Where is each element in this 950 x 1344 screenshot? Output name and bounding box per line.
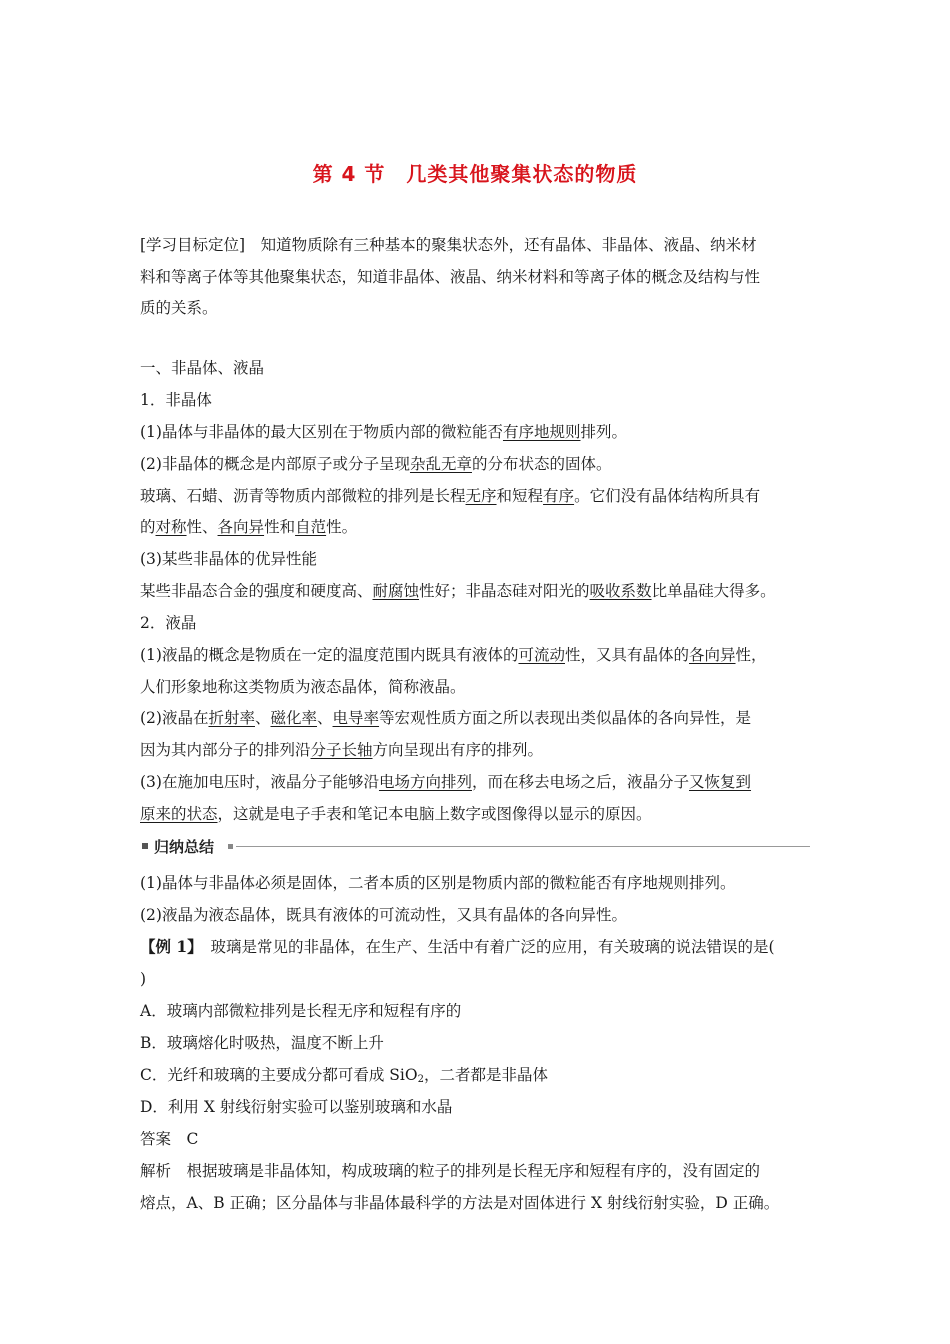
text: (3)在施加电压时，液晶分子能够沿 — [140, 773, 379, 791]
fill-blank-answer: 又恢复到 — [689, 773, 752, 791]
text: 、 — [254, 709, 271, 727]
text: 的 — [140, 518, 156, 536]
summary-header — [140, 836, 810, 858]
fill-blank-answer: 原来的状态 — [140, 805, 218, 823]
paragraph-4: (3)某些非晶体的优异性能 — [140, 550, 317, 568]
text: 等宏观性质方面之所以表现出类似晶体的各向异性，是 — [379, 709, 752, 727]
subsection-heading-amorphous: 1．非晶体 — [140, 391, 212, 409]
bullet-square-icon — [228, 844, 233, 849]
text: ，二者都是非晶体 — [423, 1066, 548, 1084]
text: ，这就是电子手表和笔记本电脑上数字或图像得以显示的原因。 — [217, 805, 652, 823]
text: 的分布状态的固体。 — [471, 455, 612, 473]
fill-blank-answer: 各向异 — [689, 646, 736, 664]
text: 性，又具有晶体的 — [564, 646, 689, 664]
text: 玻璃是常见的非晶体，在生产、生活中有着广泛的应用，有关玻璃的说法错误的是( — [194, 938, 775, 956]
fill-blank-answer: 分子长轴 — [310, 741, 373, 759]
text: 某些非晶态合金的强度和硬度高、 — [140, 582, 373, 600]
paragraph-1 — [140, 421, 820, 443]
paragraph-2 — [140, 453, 820, 475]
section-heading: 一、非晶体、液晶 — [140, 359, 265, 377]
analysis-line-2: 熔点，A、B 正确；区分晶体与非晶体最科学的方法是对固体进行 X 射线衍射实验，D 正确。 — [140, 1194, 780, 1212]
analysis-line-1: 解析 根据玻璃是非晶体知，构成玻璃的粒子的排列是长程无序和短程有序的，没有固定的 — [140, 1162, 761, 1180]
text: 性和 — [264, 518, 296, 536]
bullet-square-icon — [142, 843, 148, 849]
page-title: 第 4 节 几类其他聚集状态的物质 — [312, 162, 638, 186]
text: 性， — [735, 646, 767, 664]
fill-blank-answer: 磁化率 — [270, 709, 318, 727]
text: 。它们没有晶体结构所具有 — [574, 487, 761, 505]
summary-label: 归纳总结 — [154, 838, 215, 856]
fill-blank-answer: 无序 — [465, 487, 497, 505]
text: 和短程 — [496, 487, 544, 505]
example-tag: 【例 1】 — [140, 937, 195, 956]
fill-blank-answer: 折射率 — [208, 709, 255, 727]
paragraph-7 — [140, 707, 820, 729]
fill-blank-answer: 电导率 — [332, 709, 380, 727]
fill-blank-answer: 有序地规则 — [502, 423, 581, 441]
fill-blank-answer: 吸收系数 — [589, 582, 652, 600]
option-a: A．玻璃内部微粒排列是长程无序和短程有序的 — [140, 1002, 462, 1020]
objectives-line-2: 料和等离子体等其他聚集状态，知道非晶体、液晶、纳米材料和等离子体的概念及结构与性 — [140, 268, 761, 286]
summary-point-1: (1)晶体与非晶体必须是固体，二者本质的区别是物质内部的微粒能否有序地规则排列。 — [140, 874, 736, 892]
subscript: 2 — [417, 1074, 424, 1085]
divider — [236, 846, 810, 847]
text: 性、 — [186, 518, 218, 536]
fill-blank-answer: 电场方向排列 — [378, 773, 472, 791]
fill-blank-answer: 对称 — [155, 518, 187, 536]
text: 玻璃、石蜡、沥青等物质内部微粒的排列是长程 — [140, 487, 466, 505]
option-d: D．利用 X 射线衍射实验可以鉴别玻璃和水晶 — [140, 1098, 453, 1116]
paragraph-6-cont: 人们形象地称这类物质为液态晶体，简称液晶。 — [140, 678, 466, 696]
text: (2)液晶在 — [140, 709, 209, 727]
fill-blank-answer: 可流动 — [518, 646, 565, 664]
option-b: B．玻璃熔化时吸热，温度不断上升 — [140, 1034, 384, 1052]
text: (1)液晶的概念是物质在一定的温度范围内既具有液体的 — [140, 646, 519, 664]
text: 、 — [317, 709, 333, 727]
paragraph-3-cont — [140, 516, 820, 538]
text: 性好；非晶态硅对阳光的 — [419, 582, 590, 600]
text: 方向呈现出有序的排列。 — [372, 741, 544, 759]
answer: 答案 C — [140, 1130, 199, 1148]
paragraph-8 — [140, 771, 820, 793]
text: ，而在移去电场之后，液晶分子 — [471, 773, 689, 791]
paragraph-3 — [140, 485, 820, 507]
text: C．光纤和玻璃的主要成分都可看成 SiO — [140, 1066, 418, 1084]
paragraph-7-cont — [140, 739, 820, 761]
paragraph-8-cont — [140, 803, 820, 825]
paragraph-5 — [140, 580, 820, 602]
example-question — [140, 936, 820, 958]
text: 排列。 — [580, 423, 627, 441]
paragraph-6 — [140, 644, 820, 666]
subsection-heading-liquid-crystal: 2．液晶 — [140, 614, 197, 632]
text: 因为其内部分子的排列沿 — [140, 741, 311, 759]
objectives-line-3: 质的关系。 — [140, 299, 218, 317]
fill-blank-answer: 耐腐蚀 — [372, 582, 420, 600]
text: (2)非晶体的概念是内部原子或分子呈现 — [140, 455, 410, 473]
objectives-line-1: [学习目标定位] 知道物质除有三种基本的聚集状态外，还有晶体、非晶体、液晶、纳米材 — [140, 236, 757, 254]
text: (1)晶体与非晶体的最大区别在于物质内部的微粒能否 — [140, 423, 503, 441]
text: 性。 — [326, 518, 358, 536]
option-c — [140, 1064, 820, 1091]
text: 比单晶硅大得多。 — [651, 582, 776, 600]
fill-blank-answer: 自范 — [295, 518, 327, 536]
fill-blank-answer: 杂乱无章 — [409, 455, 472, 473]
fill-blank-answer: 各向异 — [217, 518, 265, 536]
example-question-cont: ) — [140, 970, 147, 988]
summary-point-2: (2)液晶为液态晶体，既具有液体的可流动性，又具有晶体的各向异性。 — [140, 906, 627, 924]
fill-blank-answer: 有序 — [543, 487, 575, 505]
